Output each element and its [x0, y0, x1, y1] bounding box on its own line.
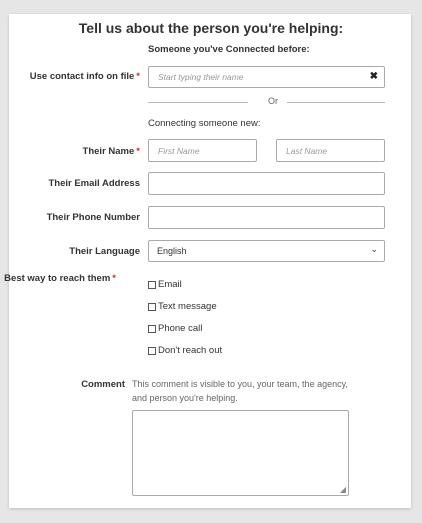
reach-option-label: Email: [158, 279, 182, 290]
contact-search-placeholder: Start typing their name: [158, 72, 244, 82]
reach-option-text[interactable]: [148, 301, 217, 312]
reach-label: [0, 273, 116, 284]
required-mark: *: [136, 71, 140, 82]
language-label: Their Language: [69, 246, 140, 257]
reach-option-label: Text message: [158, 301, 217, 312]
email-label: Their Email Address: [48, 178, 140, 189]
checkbox[interactable]: [148, 347, 156, 355]
required-mark: *: [112, 273, 116, 284]
first-name-placeholder: First Name: [158, 145, 200, 156]
form-title: Tell us about the person you're helping:: [78, 20, 344, 36]
reach-option-phone[interactable]: [148, 323, 202, 334]
language-value: English: [157, 246, 187, 256]
previous-contact-heading: Someone you've Connected before:: [148, 44, 310, 55]
phone-input[interactable]: [148, 206, 385, 229]
reach-option-label: Phone call: [158, 323, 203, 334]
divider-left: [148, 102, 248, 103]
required-mark: *: [136, 146, 140, 157]
phone-label: Their Phone Number: [46, 212, 140, 223]
contact-search-input[interactable]: [148, 66, 385, 88]
resize-handle-icon[interactable]: ◢: [339, 485, 346, 494]
last-name-placeholder: Last Name: [286, 145, 328, 156]
last-name-input[interactable]: [276, 139, 385, 162]
reach-option-label: Don't reach out: [158, 345, 223, 356]
first-name-input[interactable]: [148, 139, 257, 162]
chevron-down-icon: ⌄: [370, 244, 378, 254]
language-select[interactable]: [148, 240, 385, 262]
reach-option-none[interactable]: [148, 345, 222, 356]
email-input[interactable]: [148, 172, 385, 195]
name-label: [0, 146, 140, 157]
clear-icon[interactable]: ✖: [369, 71, 378, 82]
or-text: Or: [268, 96, 278, 106]
contact-label-text: Use contact info on file: [29, 71, 135, 82]
checkbox[interactable]: [148, 303, 156, 311]
contact-label: [0, 71, 140, 82]
name-label-text: Their Name: [82, 146, 135, 157]
comment-textarea[interactable]: [132, 410, 349, 496]
comment-label: Comment: [81, 379, 125, 390]
checkbox[interactable]: [148, 325, 156, 333]
comment-note: This comment is visible to you, your team, the agency, and person you're helping.: [132, 379, 348, 403]
divider-right: [287, 102, 385, 103]
checkbox[interactable]: [148, 281, 156, 289]
reach-label-text: Best way to reach them: [4, 273, 111, 284]
reach-option-email[interactable]: [148, 279, 182, 290]
new-contact-heading: Connecting someone new:: [148, 118, 261, 129]
